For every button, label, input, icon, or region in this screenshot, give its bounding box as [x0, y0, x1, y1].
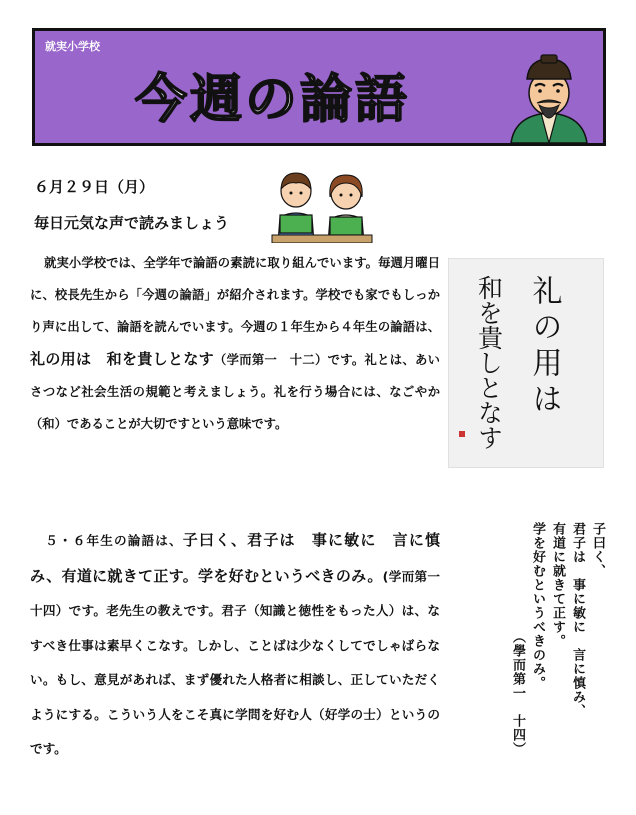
- intro-text-2: （学而第一 十二）です。礼とは、あいさつなど社会生活の規範と考えましょう。礼を行う場合には、なごやか（和）であることが大切ですという意味です。: [30, 353, 440, 431]
- vertical-line-3: 有道に就きて正す。: [550, 522, 565, 648]
- intro-paragraph: [30, 247, 440, 440]
- vertical-line-2: 君子は 事に敏に 言に慎み、: [570, 522, 585, 718]
- subtitle: 毎日元気な声で読みましょう: [34, 214, 230, 232]
- calligraphy-column-1: 礼の用は: [526, 275, 562, 419]
- vertical-line-5: （學而第一 十四）: [510, 630, 525, 756]
- date-label: ６月２９日（月）: [34, 178, 155, 196]
- title-banner: [32, 28, 606, 146]
- grade-5-6-analects: 子曰く、君子は 事に敏に 言に慎み、有道に就きて正す。学を好むというべきのみ。: [30, 531, 441, 585]
- grade-1-4-analects: 礼の用は 和を貴しとなす: [30, 350, 214, 368]
- grade-5-6-paragraph: [30, 523, 453, 767]
- page-title: 今週の論語: [135, 70, 411, 130]
- vertical-analects-text: [460, 522, 610, 762]
- calligraphy-image: [448, 258, 604, 468]
- reading-children-illustration: [270, 167, 374, 243]
- calligraphy-column-2: 和を貴しとなす: [474, 275, 504, 450]
- vertical-line-4: 学を好むというべきのみ。: [530, 522, 545, 690]
- intro-text-1: 就実小学校では、全学年で論語の素読に取り組んでいます。毎週月曜日に、校長先生から「今週の論語」が紹介されます。学校でも家でもしっかり声に出して、論語を読んでいます。今週の１年生から４年生の論語は、: [30, 256, 440, 334]
- confucius-illustration: [507, 53, 591, 143]
- vertical-line-1: 子曰く、: [590, 522, 605, 578]
- school-name: 就実小学校: [45, 40, 100, 53]
- seal-stamp: [459, 431, 465, 437]
- grade-5-6-text-1: ５・６年生の論語は、: [44, 533, 183, 548]
- grade-5-6-text-2: (学而第一 十四）です。老先生の教えです。君子（知識と徳性をもった人）は、なすべき仕事は素早くこなす。しかし、ことばは少なくしてでしゃばらない。もし、意見があれば、まず優れた人格者に相談し、正していただくようにする。こういう人をこそ真に学問を好む人（好学の士）というのです。: [30, 568, 453, 756]
